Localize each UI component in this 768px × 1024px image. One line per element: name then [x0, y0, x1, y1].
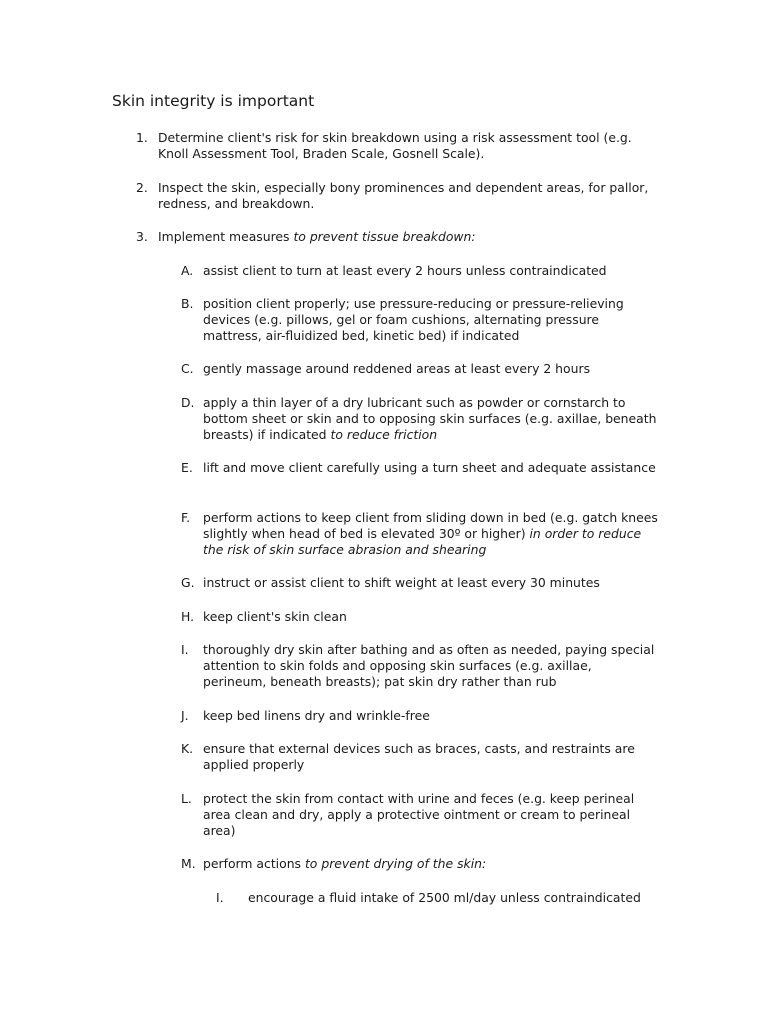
list-marker: M. [181, 856, 196, 871]
list-marker: 3. [136, 229, 148, 244]
list-marker: B. [181, 296, 194, 311]
list-marker: D. [181, 395, 195, 410]
list-marker: K. [181, 741, 194, 756]
list-item-text: Inspect the skin, especially bony prominences and dependent areas, for pallor, redness, and breakdown. [158, 180, 649, 211]
italic-text: to reduce friction [330, 427, 438, 442]
list-item-1 [0, 130, 658, 162]
list-marker: J. [181, 708, 189, 723]
sub-item-i [0, 642, 658, 690]
list-item-text: keep bed linens dry and wrinkle-free [203, 708, 430, 723]
list-item-text [158, 229, 658, 245]
italic-text: to prevent tissue breakdown: [293, 229, 476, 244]
sub-item-d [0, 395, 658, 443]
list-item-text: keep client's skin clean [203, 609, 347, 624]
list-item-text: assist client to turn at least every 2 hours unless contraindicated [203, 263, 607, 278]
sub-item-c [0, 361, 658, 377]
list-item-text [203, 510, 658, 558]
text-run: perform actions [203, 856, 305, 871]
sub-item-k [0, 741, 658, 773]
list-marker: 2. [136, 180, 148, 195]
italic-text: to prevent drying of the skin: [304, 856, 487, 871]
list-marker: 1. [136, 130, 148, 145]
sub-item-m [0, 856, 658, 872]
list-item-2 [0, 180, 658, 212]
list-marker: C. [181, 361, 194, 376]
list-item-text [203, 856, 658, 872]
list-item-3 [0, 229, 658, 245]
list-item-text: Determine client's risk for skin breakdown using a risk assessment tool (e.g. Knoll Assessment Tool, Braden Scale, Gosnell Scale). [158, 130, 632, 161]
sub-item-g [0, 575, 658, 591]
list-item-text: gently massage around reddened areas at least every 2 hours [203, 361, 591, 376]
sub-item-e [0, 460, 658, 476]
list-item-text: thoroughly dry skin after bathing and as often as needed, paying special attention to skin folds and opposing skin surfaces (e.g. axillae, perineum, beneath breasts); pat skin dry rather than rub [203, 642, 655, 689]
text-run: perform actions to keep client from sliding down in bed (e.g. gatch knees slightly when head of bed is elevated 30º or higher) [203, 510, 658, 541]
list-item-text: lift and move client carefully using a turn sheet and adequate assistance [203, 460, 656, 475]
text-run: apply a thin layer of a dry lubricant such as powder or cornstarch to bottom sheet or skin and to opposing skin surfaces (e.g. axillae, beneath breasts) if indicated [203, 395, 657, 442]
list-marker: I. [181, 642, 189, 657]
sub-item-a [0, 263, 658, 279]
sub-item-b [0, 296, 658, 344]
text-run: Implement measures [158, 229, 294, 244]
list-item-text: instruct or assist client to shift weight at least every 30 minutes [203, 575, 600, 590]
list-marker: G. [181, 575, 195, 590]
list-marker: L. [181, 791, 192, 806]
list-item-text: position client properly; use pressure-reducing or pressure-relieving devices (e.g. pillows, gel or foam cushions, alternating pressure mattress, air-fluidized bed, kinetic bed) if indicated [203, 296, 624, 343]
italic-text: in order to reduce the risk of skin surface abrasion and shearing [203, 526, 642, 557]
roman-item-1 [0, 890, 668, 906]
list-marker: I. [216, 890, 224, 905]
sub-item-h [0, 609, 658, 625]
list-item-text: ensure that external devices such as braces, casts, and restraints are applied properly [203, 741, 635, 772]
list-item-text [203, 395, 658, 443]
list-item-text: encourage a fluid intake of 2500 ml/day unless contraindicated [248, 890, 641, 905]
list-marker: E. [181, 460, 193, 475]
sub-item-f [0, 510, 658, 558]
list-marker: H. [181, 609, 195, 624]
list-marker: A. [181, 263, 194, 278]
list-item-text: protect the skin from contact with urine and feces (e.g. keep perineal area clean and dry, apply a protective ointment or cream to perineal area) [203, 791, 635, 838]
list-marker: F. [181, 510, 191, 525]
sub-item-j [0, 708, 658, 724]
sub-item-l [0, 791, 658, 839]
page-heading: Skin integrity is important [112, 92, 315, 110]
